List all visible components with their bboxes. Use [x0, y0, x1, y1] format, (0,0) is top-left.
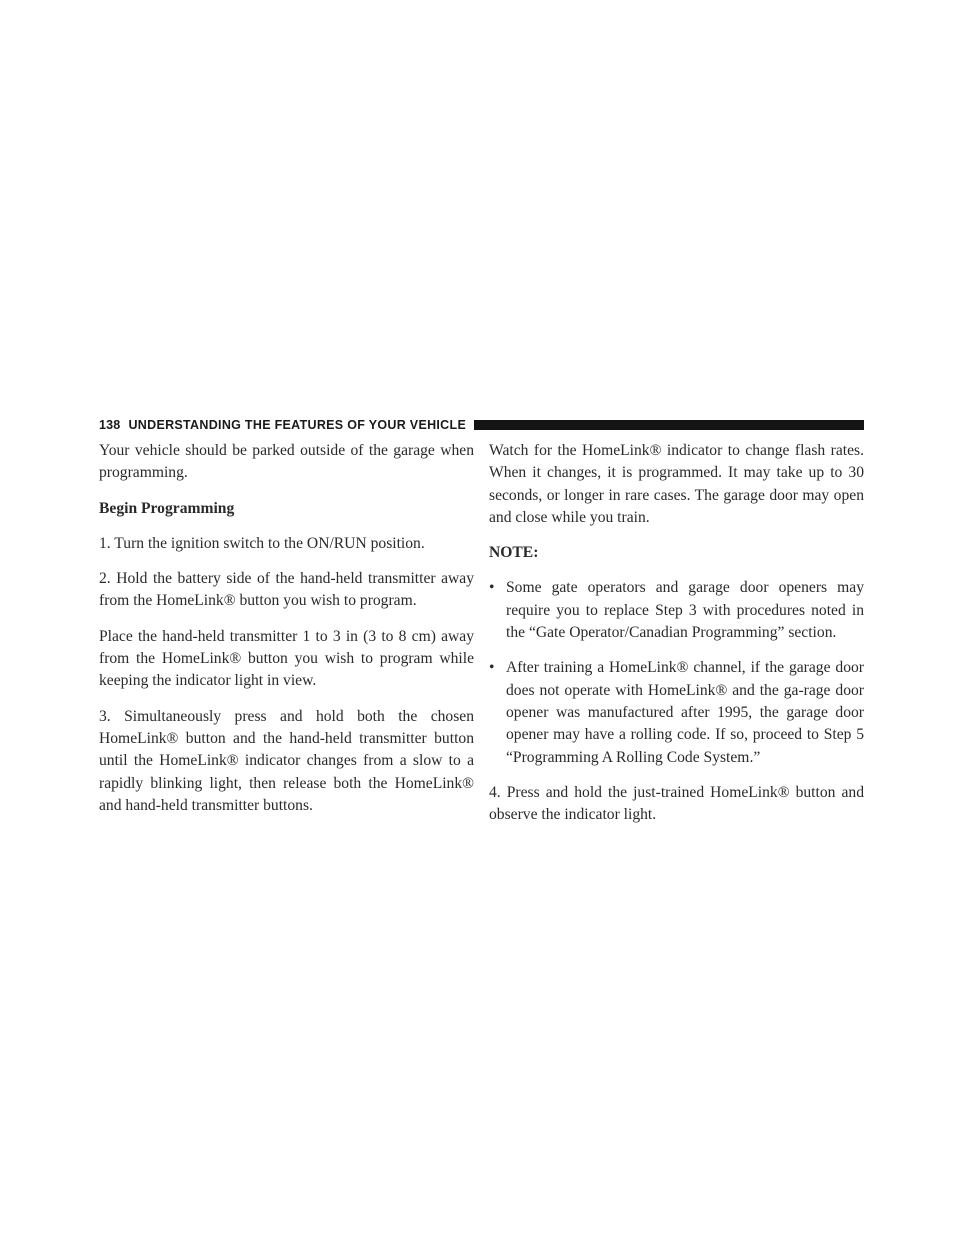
intro-paragraph: Your vehicle should be parked outside of the garage when programming.: [99, 442, 474, 482]
note-label: NOTE:: [489, 544, 539, 562]
begin-programming-heading: Begin Programming: [99, 499, 235, 517]
page-header: [99, 417, 864, 433]
step-4-paragraph: 4. Press and hold the just-trained HomeLink® button and observe the indicator light.: [489, 783, 864, 824]
note-bullet-item: [489, 657, 864, 768]
section-title: UNDERSTANDING THE FEATURES OF YOUR VEHICLE: [128, 418, 467, 432]
step-1-paragraph: 1. Turn the ignition switch to the ON/RUN position.: [99, 534, 425, 552]
bullet-icon: •: [489, 659, 495, 677]
header-rule: [474, 420, 864, 430]
note-bullet-item: [489, 577, 864, 644]
bullet-icon: •: [489, 579, 495, 597]
right-column: [489, 440, 864, 839]
step-3-paragraph: 3. Simultaneously press and hold both the chosen HomeLink® button and the hand-held transmitter button until the HomeLink® indicator changes from a slow to a rapidly blinking light, then release both the HomeLink® and hand-held transmitter buttons.: [99, 707, 474, 814]
left-column: [99, 440, 474, 830]
step-2-paragraph: 2. Hold the battery side of the hand-held transmitter away from the HomeLink® button you wish to program.: [99, 570, 474, 610]
page-number: 138: [99, 418, 121, 432]
note-bullet-text: After training a HomeLink® channel, if the garage door does not operate with HomeLink® and the ga-rage door opener was manufactured after 1995, the garage door opener may have a rolling code. If so, proceed to Step 5 “Programming A Rolling Code System.”: [506, 659, 864, 766]
watch-paragraph: Watch for the HomeLink® indicator to change flash rates. When it changes, it is programmed. It may take up to 30 seconds, or longer in rare cases. The garage door may open and close while you train.: [489, 442, 864, 526]
note-bullet-text: Some gate operators and garage door openers may require you to replace Step 3 with procedures noted in the “Gate Operator/Canadian Programming” section.: [506, 579, 864, 642]
step-2-detail-paragraph: Place the hand-held transmitter 1 to 3 in (3 to 8 cm) away from the HomeLink® button you wish to program while keeping the indicator light in view.: [99, 627, 474, 690]
